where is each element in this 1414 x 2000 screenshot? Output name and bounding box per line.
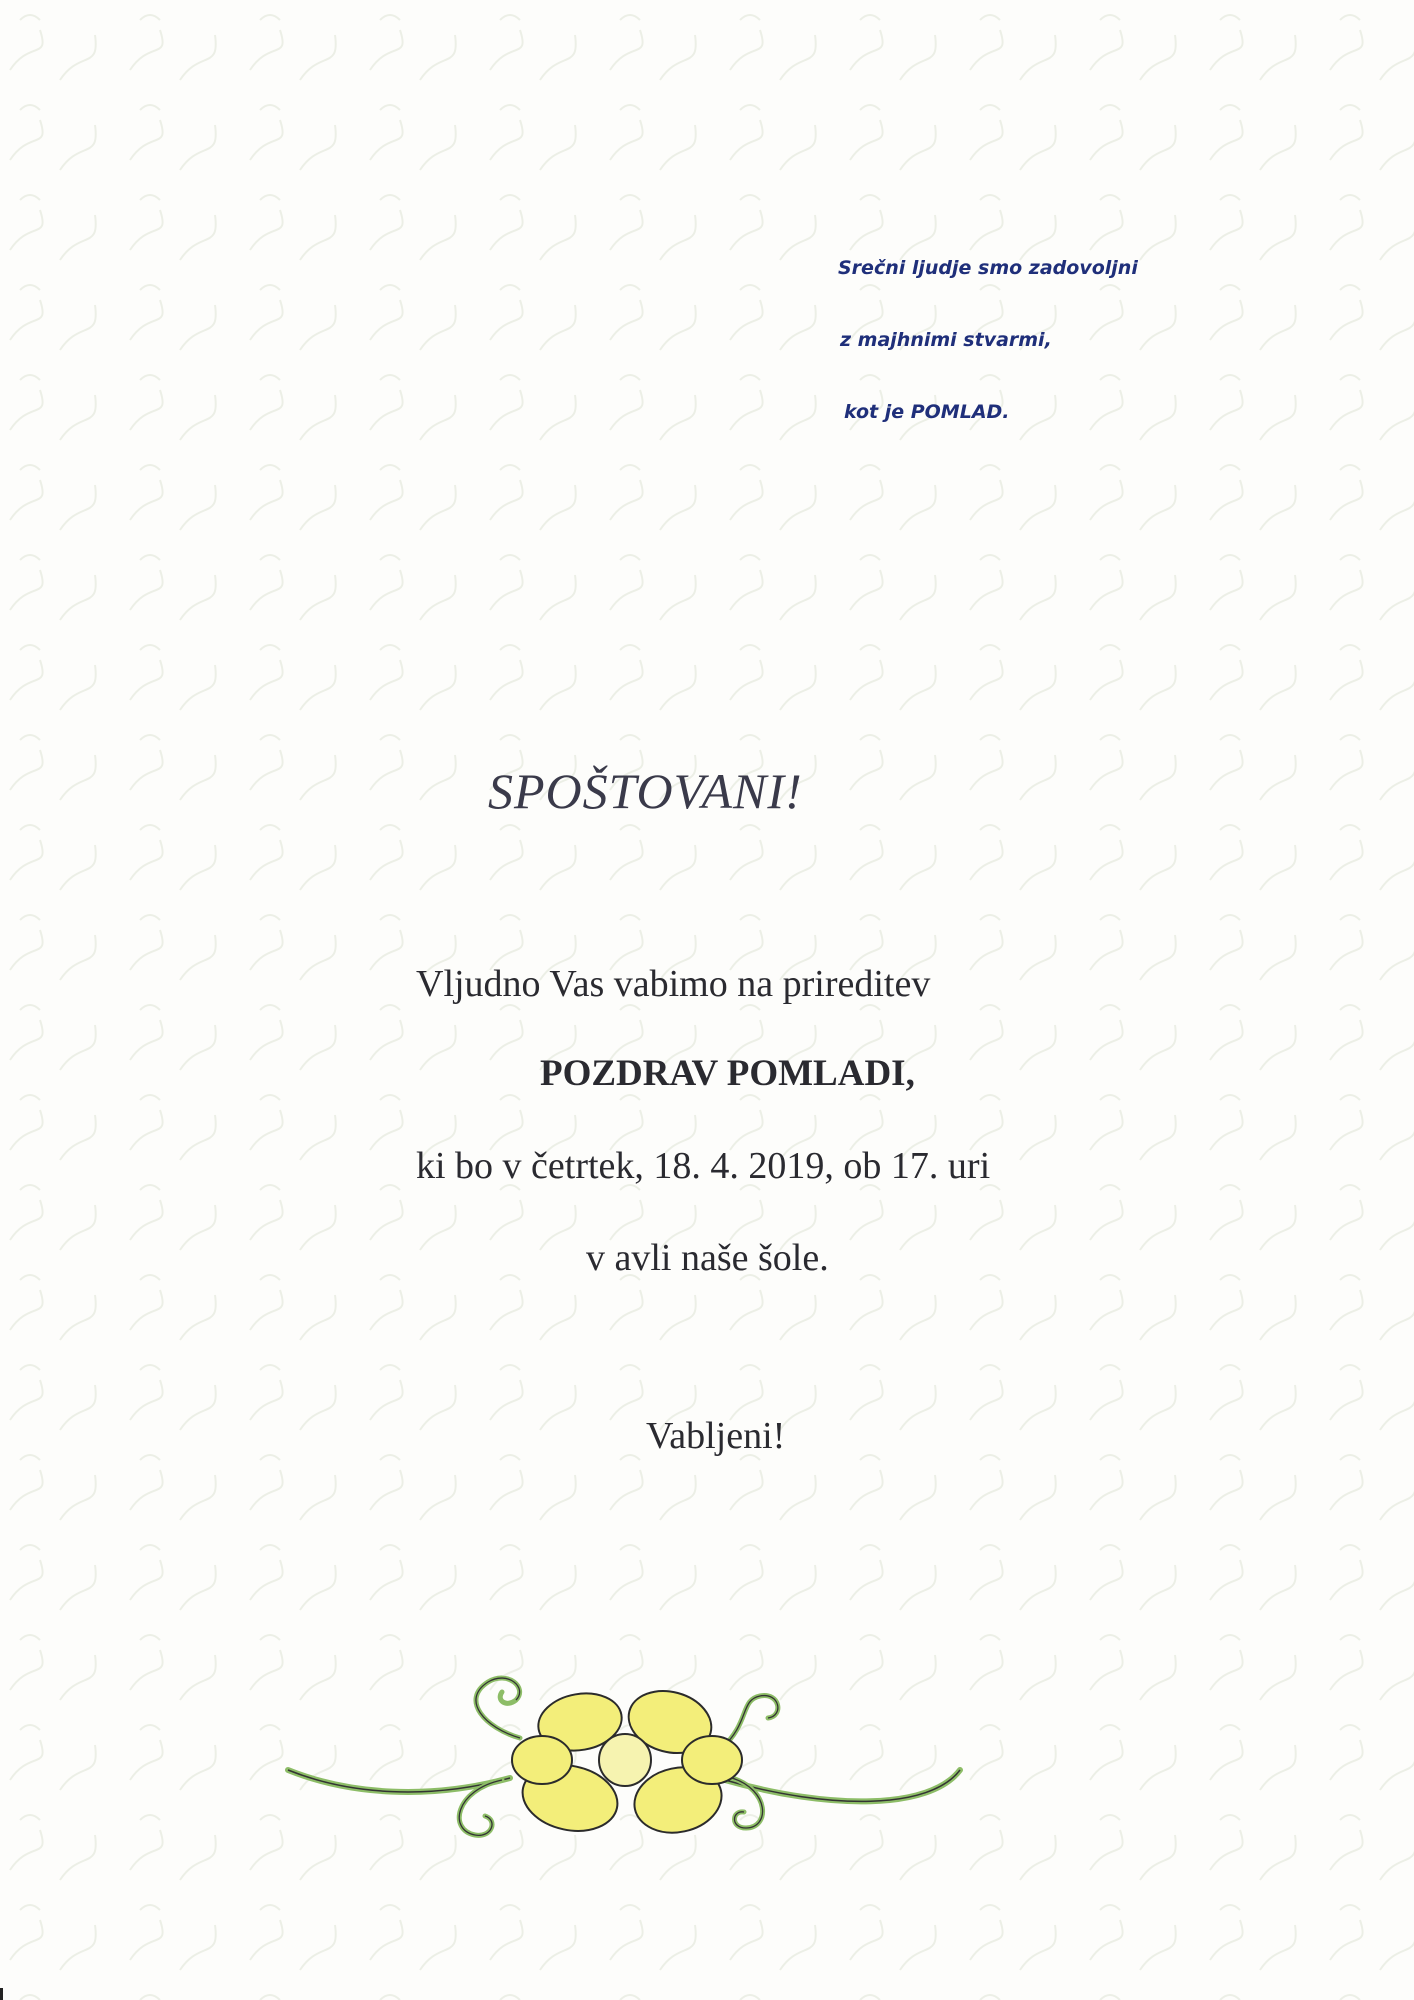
greeting-heading: SPOŠTOVANI! [488, 763, 803, 819]
event-location: v avli naše šole. [586, 1237, 829, 1279]
scan-edge-mark [0, 1988, 3, 2000]
invite-text: Vljudno Vas vabimo na prireditev [416, 963, 931, 1005]
flower-vine-icon [270, 1660, 970, 1870]
event-datetime: ki bo v četrtek, 18. 4. 2019, ob 17. uri [416, 1145, 991, 1187]
closing-text: Vabljeni! [646, 1415, 786, 1457]
quote-line-1: Srečni ljudje smo zadovoljni [838, 257, 1138, 279]
spring-quote [838, 232, 1138, 448]
event-title: POZDRAV POMLADI, [540, 1053, 915, 1094]
quote-line-2: z majhnimi stvarmi, [840, 329, 1052, 351]
quote-line-3: kot je POMLAD. [844, 401, 1010, 423]
